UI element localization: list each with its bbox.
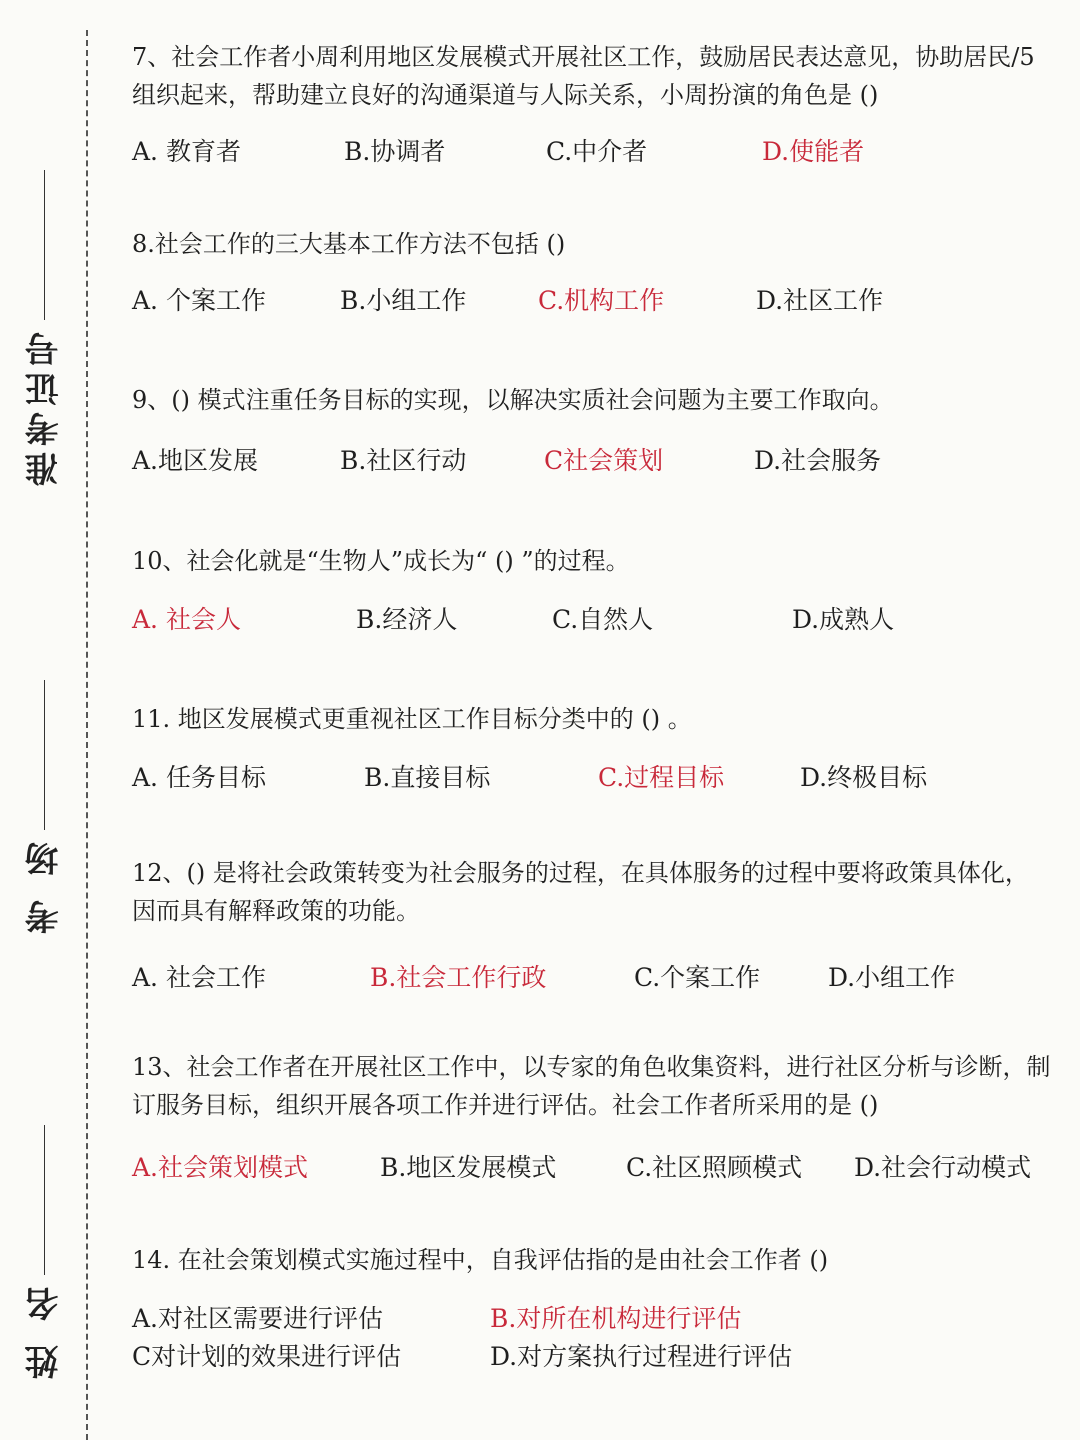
question-14 [132, 1241, 1052, 1371]
option-b[interactable]: B.小组工作 [340, 286, 467, 315]
option-d[interactable]: D.社会行动模式 [854, 1153, 1032, 1182]
option-row [132, 758, 1052, 796]
option-c-correct[interactable]: C社会策划 [544, 446, 664, 475]
venue-field [22, 680, 66, 934]
option-c[interactable]: C对计划的效果进行评估 [132, 1342, 402, 1371]
option-row [132, 281, 1052, 319]
option-a[interactable]: A. 任务目标 [132, 763, 266, 792]
option-b[interactable]: B.地区发展模式 [380, 1153, 557, 1182]
option-a[interactable]: A. 教育者 [132, 137, 241, 166]
option-d[interactable]: D.终极目标 [800, 763, 928, 792]
question-10 [132, 542, 1052, 634]
option-row [132, 132, 1052, 170]
option-d-correct[interactable]: D.使能者 [762, 137, 865, 166]
question-stem: 7、社会工作者小周利用地区发展模式开展社区工作，鼓励居民表达意见，协助居民/5组织起来，帮助建立良好的沟通渠道与人际关系，小周扮演的角色是 () [132, 43, 1035, 109]
question-9 [132, 381, 1052, 475]
question-stem: 13、社会工作者在开展社区工作中，以专家的角色收集资料，进行社区分析与诊断，制订服务目标，组织开展各项工作并进行评估。社会工作者所采用的是 () [132, 1053, 1051, 1119]
option-d[interactable]: D.对方案执行过程进行评估 [490, 1342, 793, 1371]
option-d[interactable]: D.小组工作 [828, 963, 956, 992]
question-8 [132, 225, 1052, 315]
option-a[interactable]: A.对社区需要进行评估 [132, 1304, 384, 1333]
option-a-correct[interactable]: A.社会策划模式 [132, 1153, 309, 1182]
option-c[interactable]: C.中介者 [546, 137, 648, 166]
question-stem: 11. 地区发展模式更重视社区工作目标分类中的 () 。 [132, 705, 692, 733]
option-row-2 [132, 1337, 1052, 1375]
question-12 [132, 854, 1052, 992]
option-b[interactable]: B.经济人 [356, 605, 458, 634]
option-c[interactable]: C.个案工作 [634, 963, 761, 992]
question-stem: 14. 在社会策划模式实施过程中，自我评估指的是由社会工作者 () [132, 1246, 829, 1274]
option-b-correct[interactable]: B.社会工作行政 [370, 963, 547, 992]
cut-line [86, 30, 88, 1440]
option-row [132, 958, 1052, 996]
exam-id-blank-line [44, 170, 45, 320]
option-row [132, 441, 1052, 479]
option-c[interactable]: C.自然人 [552, 605, 654, 634]
venue-label: 考 场 [24, 836, 65, 934]
name-blank-line [44, 1125, 45, 1275]
question-11 [132, 700, 1052, 792]
binding-margin [0, 0, 86, 1440]
option-b[interactable]: B.协调者 [344, 137, 446, 166]
option-c-correct[interactable]: C.过程目标 [598, 763, 725, 792]
name-field [22, 1125, 66, 1379]
question-13 [132, 1048, 1052, 1182]
option-a[interactable]: A. 个案工作 [132, 286, 266, 315]
option-d[interactable]: D.社会服务 [754, 446, 882, 475]
option-b[interactable]: B.社区行动 [340, 446, 467, 475]
question-stem: 8.社会工作的三大基本工作方法不包括 () [132, 230, 566, 258]
question-7 [132, 38, 1052, 166]
question-stem: 9、() 模式注重任务目标的实现，以解决实质社会问题为主要工作取向。 [132, 386, 894, 414]
exam-id-field [22, 170, 66, 486]
option-c-correct[interactable]: C.机构工作 [538, 286, 665, 315]
exam-id-label: 准考证号 [24, 326, 65, 486]
name-label: 姓 名 [24, 1281, 65, 1379]
option-b[interactable]: B.直接目标 [364, 763, 491, 792]
option-a[interactable]: A. 社会工作 [132, 963, 266, 992]
venue-blank-line [44, 680, 45, 830]
option-row-1 [132, 1299, 1052, 1337]
option-a-correct[interactable]: A. 社会人 [132, 605, 241, 634]
option-b-correct[interactable]: B.对所在机构进行评估 [490, 1304, 742, 1333]
option-row [132, 1148, 1052, 1186]
option-d[interactable]: D.社区工作 [756, 286, 884, 315]
option-c[interactable]: C.社区照顾模式 [626, 1153, 803, 1182]
option-d[interactable]: D.成熟人 [792, 605, 895, 634]
question-stem: 12、() 是将社会政策转变为社会服务的过程，在具体服务的过程中要将政策具体化，因而具有解释政策的功能。 [132, 859, 1029, 925]
option-a[interactable]: A.地区发展 [132, 446, 259, 475]
question-stem: 10、社会化就是“生物人”成长为“ () ”的过程。 [132, 547, 630, 575]
option-row [132, 600, 1052, 638]
